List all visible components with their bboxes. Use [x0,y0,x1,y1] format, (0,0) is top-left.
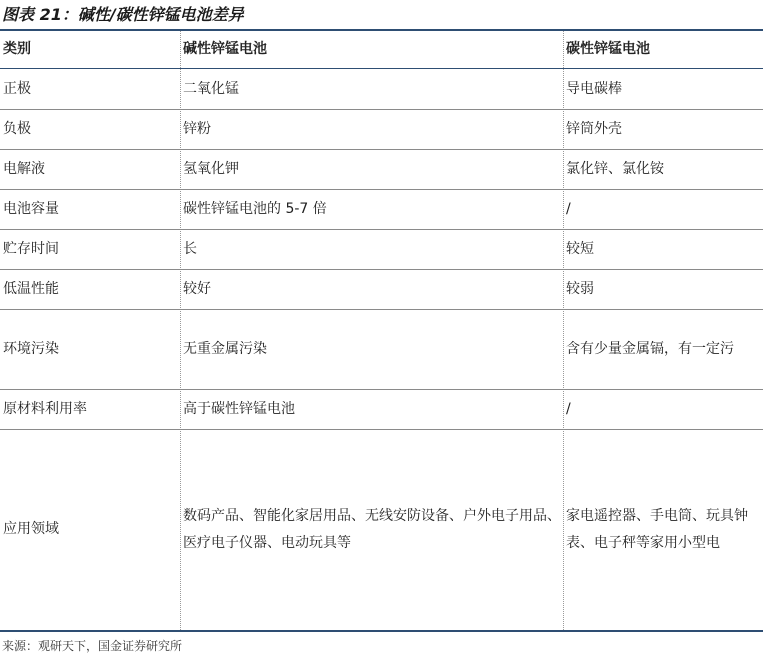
cell-text: 低温性能 [3,280,59,297]
cell-carbon [566,389,763,429]
cell-text: 贮存时间 [3,240,59,257]
cell-alkaline [183,229,561,269]
header-category: 类别 [3,41,31,57]
header-alkaline: 碱性锌锰电池 [183,41,267,57]
cell-category [3,429,178,630]
table-bottom-rule [0,630,763,632]
cell-text: 数码产品、智能化家居用品、无线安防设备、户外电子用品、医疗电子仪器、电动玩具等 [183,507,561,551]
cell-text: 电池容量 [3,200,59,217]
cell-text: 锌筒外壳 [566,120,622,137]
cell-carbon [566,69,763,109]
cell-text: 环境污染 [3,340,59,357]
cell-text: 含有少量金属镉，有一定污 [566,340,734,357]
cell-carbon [566,109,763,149]
cell-alkaline [183,189,561,229]
cell-text: 电解液 [3,160,45,177]
cell-text: / [566,200,571,217]
cell-carbon [566,189,763,229]
cell-category [3,149,178,189]
cell-category [3,389,178,429]
column-divider-2 [563,31,564,630]
header-carbon: 碳性锌锰电池 [566,41,650,57]
cell-carbon [566,229,763,269]
cell-category [3,69,178,109]
cell-text: 负极 [3,120,31,137]
source-note: 来源：观研天下，国金证券研究所 [2,639,183,653]
cell-category [3,109,178,149]
cell-carbon [566,429,763,630]
cell-alkaline [183,389,561,429]
cell-text: 氯化锌、氯化铵 [566,160,664,177]
cell-text: 原材料利用率 [3,400,87,417]
cell-alkaline [183,269,561,309]
cell-alkaline [183,109,561,149]
cell-text: 高于碳性锌锰电池 [183,400,295,417]
figure-title: 图表 21：碱性/碳性锌锰电池差异 [2,5,244,24]
cell-text: 应用领域 [3,521,59,537]
cell-alkaline [183,429,561,630]
cell-category [3,269,178,309]
cell-alkaline [183,309,561,389]
cell-text: 较短 [566,240,594,257]
column-divider-1 [180,31,181,630]
cell-text: 碳性锌锰电池的 5-7 倍 [183,200,327,217]
cell-text: 较弱 [566,280,594,297]
cell-text: 无重金属污染 [183,340,267,357]
cell-text: 长 [183,240,197,257]
cell-alkaline [183,149,561,189]
cell-category [3,309,178,389]
cell-carbon [566,149,763,189]
cell-text: 较好 [183,280,211,297]
cell-text: 正极 [3,80,31,97]
cell-carbon [566,309,763,389]
cell-text: 锌粉 [183,120,211,137]
cell-text: 导电碳棒 [566,80,622,97]
cell-alkaline [183,69,561,109]
cell-text: 二氧化锰 [183,80,239,97]
cell-text: / [566,400,571,417]
cell-text: 家电遥控器、手电筒、玩具钟表、电子秤等家用小型电 [566,507,748,551]
cell-carbon [566,269,763,309]
cell-category [3,189,178,229]
cell-category [3,229,178,269]
cell-text: 氢氧化钾 [183,160,239,177]
